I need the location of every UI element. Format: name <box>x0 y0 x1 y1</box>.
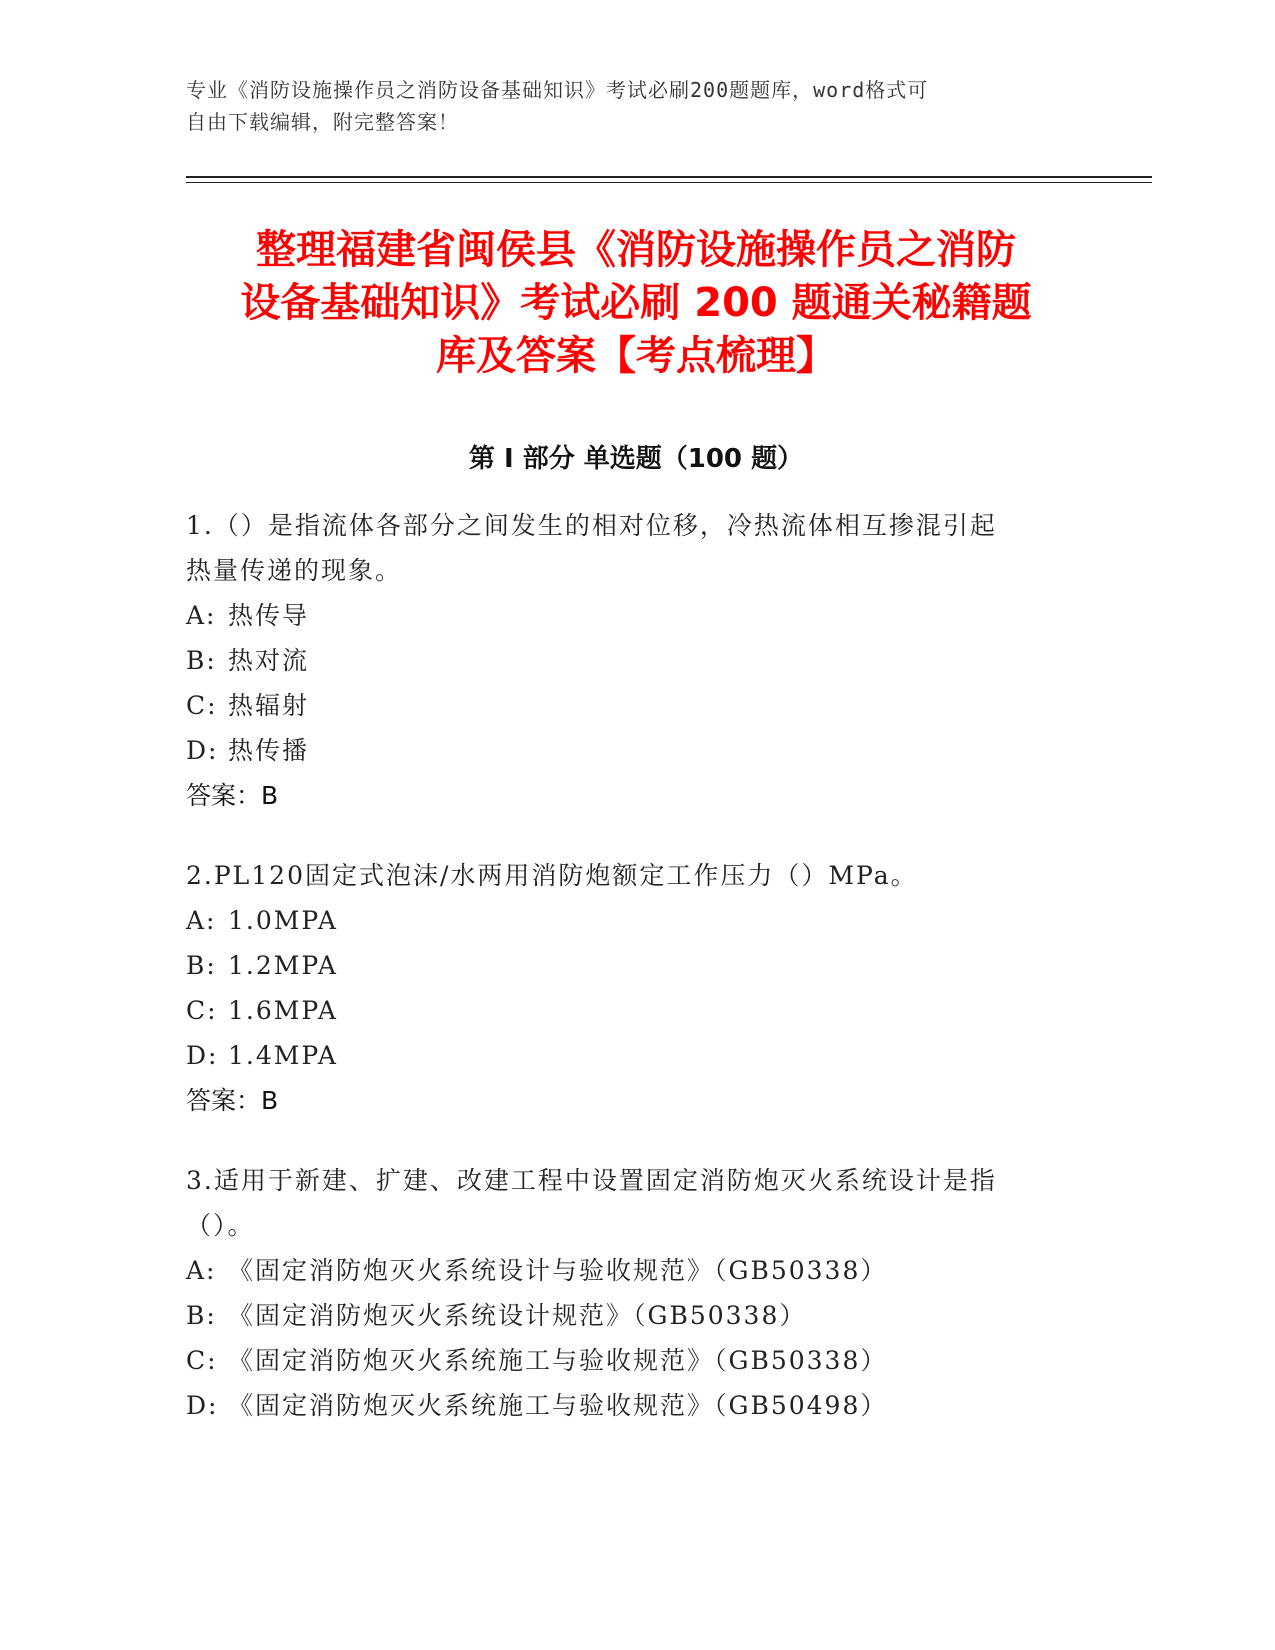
section-heading: 第 I 部分 单选题（100 题） <box>468 444 804 474</box>
option-a <box>186 593 1066 638</box>
answer-label: 答案：B <box>186 781 279 810</box>
question-3 <box>186 1158 1066 1428</box>
option-letter: D: <box>186 1041 219 1070</box>
question-stem: 3.适用于新建、扩建、改建工程中设置固定消防炮灭火系统设计是指 <box>186 1166 997 1195</box>
option-d <box>186 728 1066 773</box>
option-text: 热传播 <box>228 736 310 765</box>
header-note <box>186 74 1066 138</box>
option-c <box>186 988 1066 1033</box>
option-letter: C: <box>186 996 218 1025</box>
question-stem: 1.（）是指流体各部分之间发生的相对位移，冷热流体相互掺混引起 <box>186 511 997 540</box>
option-text: 1.0MPA <box>228 906 338 935</box>
option-text: 1.4MPA <box>228 1041 338 1070</box>
option-text: 热辐射 <box>228 691 310 720</box>
header-divider-thick <box>186 176 1152 178</box>
header-note-line-2: 自由下载编辑，附完整答案！ <box>186 110 459 134</box>
option-b <box>186 638 1066 683</box>
option-letter: C: <box>186 1346 218 1375</box>
option-text: 《固定消防炮灭火系统设计规范》（GB50338） <box>228 1301 807 1330</box>
question-stem: 2.PL120固定式泡沫/水两用消防炮额定工作压力（）MPa。 <box>186 861 918 890</box>
question-1 <box>186 503 1066 818</box>
document-title-line-3: 库及答案【考点梳理】 <box>436 333 836 379</box>
option-d <box>186 1383 1066 1428</box>
question-stem-continued: （）。 <box>186 1211 255 1240</box>
option-text: 热对流 <box>228 646 310 675</box>
answer-label: 答案：B <box>186 1086 279 1115</box>
option-letter: B: <box>186 1301 217 1330</box>
option-letter: A: <box>186 601 217 630</box>
document-title-line-2: 设备基础知识》考试必刷 200 题通关秘籍题 <box>240 280 1032 326</box>
option-letter: D: <box>186 1391 219 1420</box>
option-c <box>186 1338 1066 1383</box>
option-letter: B: <box>186 951 217 980</box>
question-stem-continued: 热量传递的现象。 <box>186 556 403 585</box>
option-text: 1.2MPA <box>228 951 338 980</box>
option-text: 1.6MPA <box>228 996 338 1025</box>
option-d <box>186 1033 1066 1078</box>
option-b <box>186 943 1066 988</box>
header-note-line-1: 专业《消防设施操作员之消防设备基础知识》考试必刷200题题库，word格式可 <box>186 78 929 102</box>
option-letter: A: <box>186 1256 217 1285</box>
option-letter: A: <box>186 906 217 935</box>
document-title-line-1: 整理福建省闽侯县《消防设施操作员之消防 <box>256 227 1016 273</box>
option-letter: C: <box>186 691 218 720</box>
option-text: 《固定消防炮灭火系统设计与验收规范》（GB50338） <box>228 1256 888 1285</box>
option-text: 热传导 <box>228 601 310 630</box>
question-2 <box>186 853 1066 1123</box>
option-text: 《固定消防炮灭火系统施工与验收规范》（GB50498） <box>228 1391 888 1420</box>
option-c <box>186 683 1066 728</box>
option-a <box>186 1248 1066 1293</box>
option-letter: D: <box>186 736 219 765</box>
option-letter: B: <box>186 646 217 675</box>
document-title <box>186 224 1086 383</box>
option-a <box>186 898 1066 943</box>
option-text: 《固定消防炮灭火系统施工与验收规范》（GB50338） <box>228 1346 888 1375</box>
option-b <box>186 1293 1066 1338</box>
header-divider-thin <box>186 182 1152 183</box>
